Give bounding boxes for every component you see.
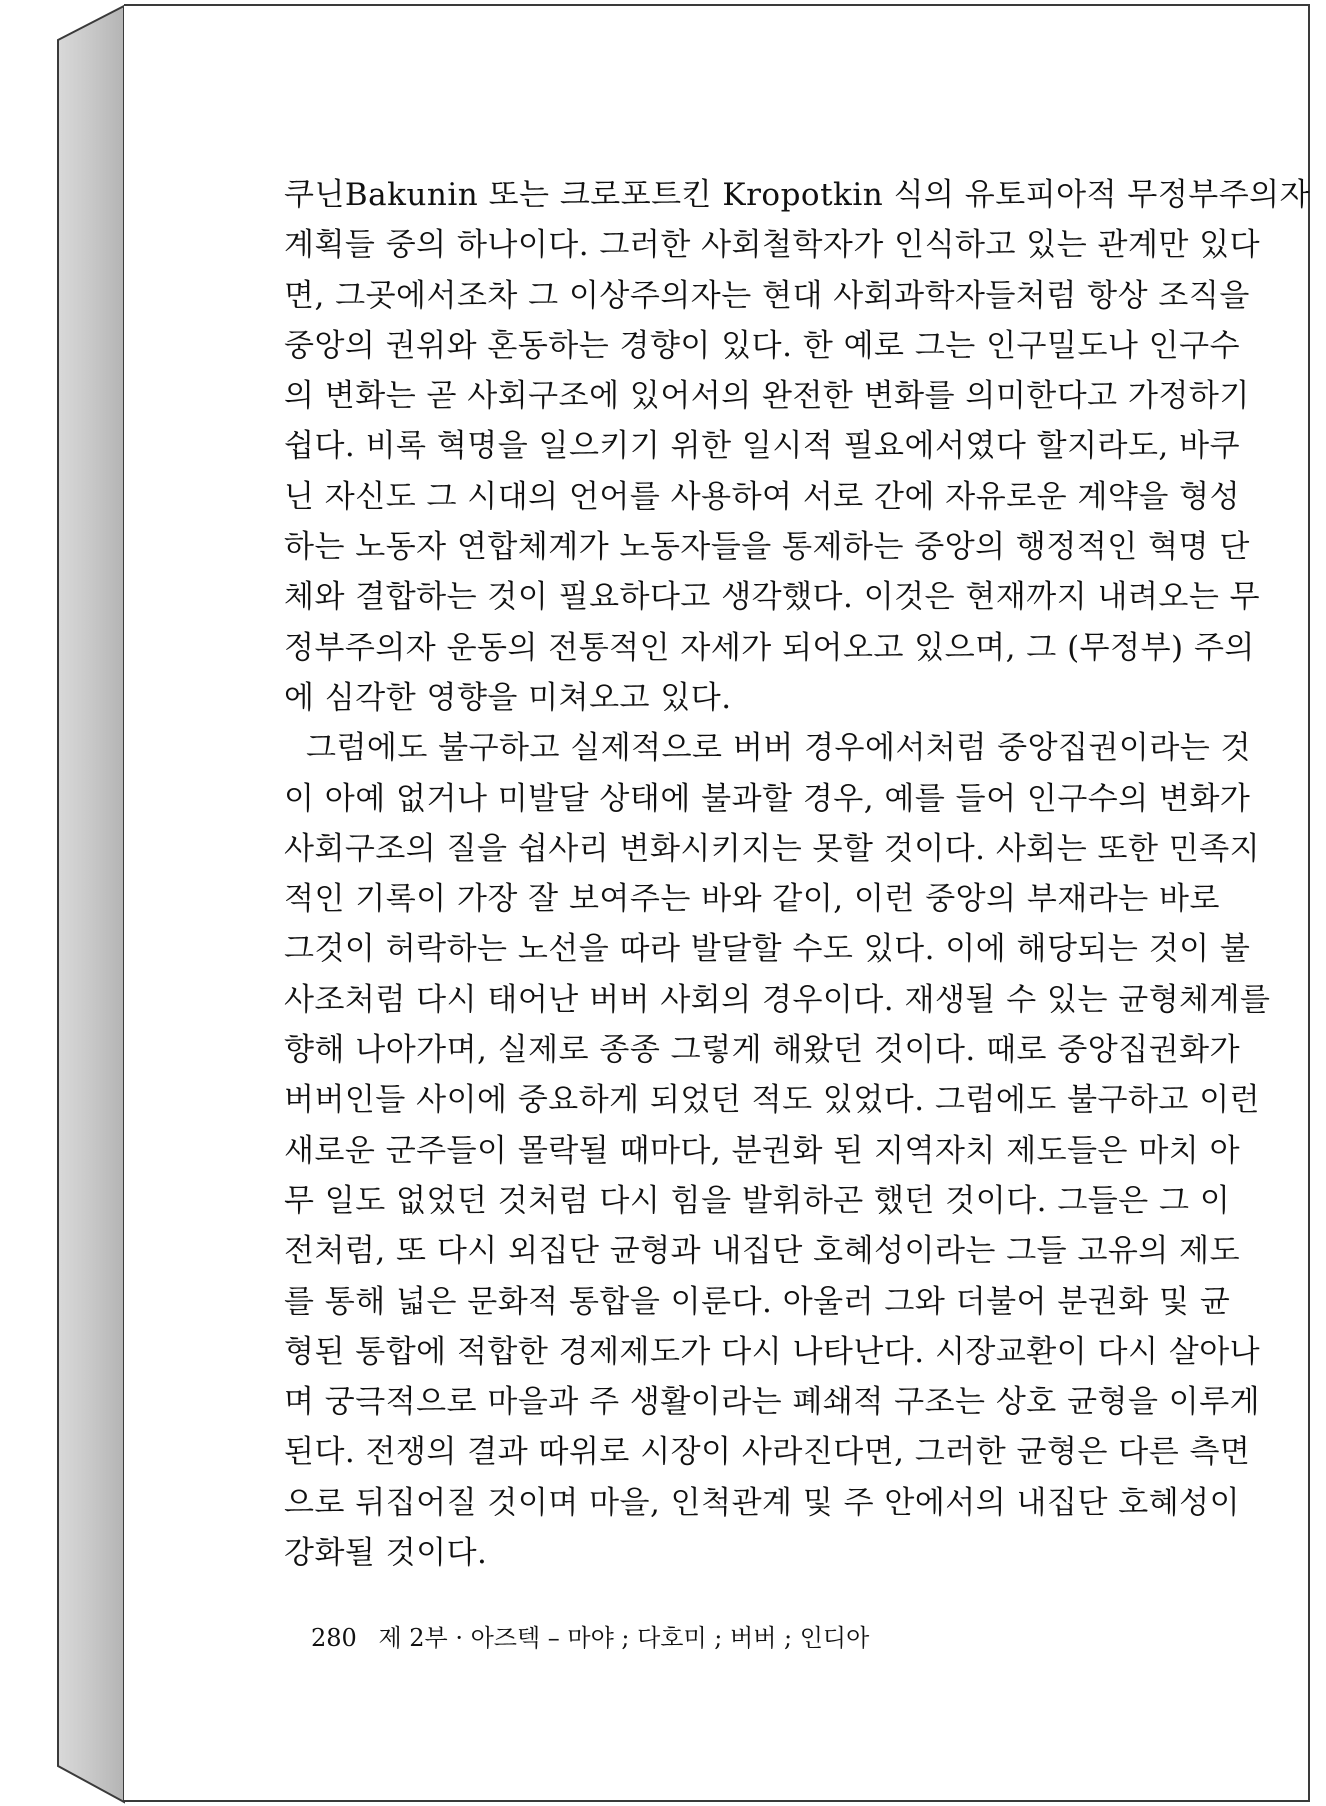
text-line: 하는 노동자 연합체계가 노동자들을 통제하는 중앙의 행정적인 혁명 단 bbox=[284, 529, 1250, 566]
text-line: 닌 자신도 그 시대의 언어를 사용하여 서로 간에 자유로운 계약을 형성 bbox=[284, 478, 1241, 515]
text-line: 쿠닌Bakunin 또는 크로포트킨 Kropotkin 식의 유토피아적 무정부주의자 bbox=[284, 177, 1311, 213]
text-line: 새로운 군주들이 몰락될 때마다, 분권화 된 지역자치 제도들은 마치 아 bbox=[284, 1132, 1241, 1169]
text-line: 형된 통합에 적합한 경제제도가 다시 나타난다. 시장교환이 다시 살아나 bbox=[284, 1333, 1261, 1370]
spine-face bbox=[58, 6, 124, 1802]
text-line: 체와 결합하는 것이 필요하다고 생각했다. 이것은 현재까지 내려오는 무 bbox=[284, 579, 1261, 616]
text-line: 무 일도 없었던 것처럼 다시 힘을 발휘하곤 했던 것이다. 그들은 그 이 bbox=[284, 1182, 1231, 1219]
text-line: 계획들 중의 하나이다. 그러한 사회철학자가 인식하고 있는 관계만 있다 bbox=[284, 227, 1261, 264]
text-line: 버버인들 사이에 중요하게 되었던 적도 있었다. 그럼에도 불구하고 이런 bbox=[284, 1082, 1261, 1119]
text-line: 향해 나아가며, 실제로 종종 그렇게 해왔던 것이다. 때로 중앙집권화가 bbox=[284, 1032, 1241, 1069]
paragraph bbox=[284, 723, 1271, 1578]
paragraph bbox=[284, 170, 1311, 723]
text-line: 면, 그곳에서조차 그 이상주의자는 현대 사회과학자들처럼 항상 조직을 bbox=[284, 277, 1250, 314]
text-line: 그럼에도 불구하고 실제적으로 버버 경우에서처럼 중앙집권이라는 것 bbox=[306, 730, 1252, 767]
text-line: 적인 기록이 가장 잘 보여주는 바와 같이, 이런 중앙의 부재라는 바로 bbox=[284, 881, 1220, 918]
text-line: 이 아예 없거나 미발달 상태에 불과할 경우, 예를 들어 인구수의 변화가 bbox=[284, 780, 1251, 817]
text-line: 전처럼, 또 다시 외집단 균형과 내집단 호혜성이라는 그들 고유의 제도 bbox=[284, 1233, 1241, 1270]
text-line: 중앙의 권위와 혼동하는 경향이 있다. 한 예로 그는 인구밀도나 인구수 bbox=[284, 327, 1241, 364]
text-line: 에 심각한 영향을 미쳐오고 있다. bbox=[284, 679, 732, 716]
text-line: 며 궁극적으로 마을과 주 생활이라는 폐쇄적 구조는 상호 균형을 이루게 bbox=[284, 1384, 1261, 1421]
page-number: 280 bbox=[311, 1624, 357, 1652]
body-text bbox=[284, 170, 1311, 1578]
text-line: 된다. 전쟁의 결과 따위로 시장이 사라진다면, 그러한 균형은 다른 측면 bbox=[284, 1434, 1251, 1471]
text-line: 그것이 허락하는 노선을 따라 발달할 수도 있다. 이에 해당되는 것이 불 bbox=[284, 931, 1251, 968]
text-line: 정부주의자 운동의 전통적인 자세가 되어오고 있으며, 그 (무정부) 주의 bbox=[284, 629, 1255, 666]
text-line: 의 변화는 곧 사회구조에 있어서의 완전한 변화를 의미한다고 가정하기 bbox=[284, 378, 1250, 415]
text-line: 쉽다. 비록 혁명을 일으키기 위한 일시적 필요에서였다 할지라도, 바쿠 bbox=[284, 428, 1241, 465]
text-line: 사회구조의 질을 쉽사리 변화시키지는 못할 것이다. 사회는 또한 민족지 bbox=[284, 830, 1261, 867]
running-head: 제 2부 · 아즈텍 – 마야 ; 다호미 ; 버버 ; 인디아 bbox=[378, 1624, 870, 1652]
page-footer bbox=[311, 1618, 869, 1653]
text-line: 으로 뒤집어질 것이며 마을, 인척관계 및 주 안에서의 내집단 호혜성이 bbox=[284, 1484, 1241, 1521]
text-line: 를 통해 넓은 문화적 통합을 이룬다. 아울러 그와 더불어 분권화 및 균 bbox=[284, 1283, 1231, 1320]
text-line: 사조처럼 다시 태어난 버버 사회의 경우이다. 재생될 수 있는 균형체계를 bbox=[284, 981, 1271, 1018]
text-line: 강화될 것이다. bbox=[284, 1535, 488, 1572]
